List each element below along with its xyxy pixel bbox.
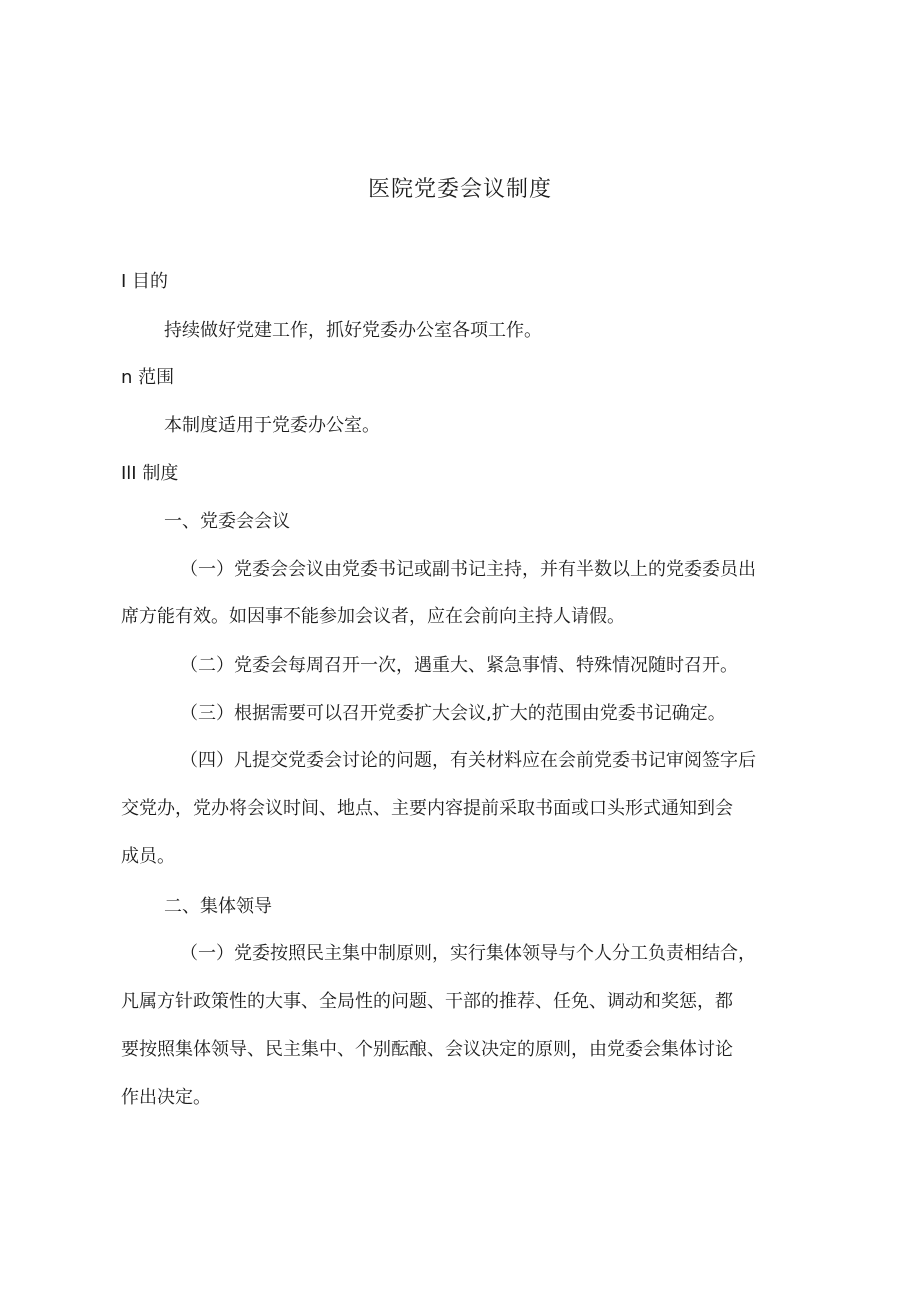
section-heading-purpose: I 目的 <box>121 271 169 292</box>
part-one-item-4-line-1: （四）凡提交党委会讨论的问题，有关材料应在会前党委书记审阅签字后 <box>180 750 756 771</box>
part-two-item-1-line-3: 要按照集体领导、民主集中、个别酝酿、会议决定的原则，由党委会集体讨论 <box>121 1039 733 1060</box>
part-two-item-1-line-1: （一）党委按照民主集中制原则，实行集体领导与个人分工负责相结合， <box>180 943 756 964</box>
part-one-heading: 一、党委会会议 <box>164 511 290 532</box>
purpose-text: 持续做好党建工作，抓好党委办公室各项工作。 <box>164 320 542 341</box>
scope-text: 本制度适用于党委办公室。 <box>164 415 380 436</box>
part-two-item-1-line-4: 作出决定。 <box>121 1087 211 1108</box>
part-two-heading: 二、集体领导 <box>164 896 272 917</box>
part-two-item-1-line-2: 凡属方针政策性的大事、全局性的问题、干部的推荐、任免、调动和奖惩，都 <box>121 991 733 1012</box>
section-heading-system: IlI 制度 <box>121 463 179 484</box>
document-title: 医院党委会议制度 <box>367 177 552 202</box>
part-one-item-1-line-1: （一）党委会会议由党委书记或副书记主持，并有半数以上的党委委员出 <box>180 559 756 580</box>
part-one-item-3: （三）根据需要可以召开党委扩大会议,扩大的范围由党委书记确定。 <box>180 703 726 724</box>
section-heading-scope: n 范围 <box>121 367 175 388</box>
part-one-item-2: （二）党委会每周召开一次，遇重大、紧急事情、特殊情况随时召开。 <box>180 655 738 676</box>
part-one-item-1-line-2: 席方能有效。如因事不能参加会议者，应在会前向主持人请假。 <box>121 606 625 627</box>
part-one-item-4-line-3: 成员。 <box>121 846 175 867</box>
part-one-item-4-line-2: 交党办，党办将会议时间、地点、主要内容提前采取书面或口头形式通知到会 <box>121 798 733 819</box>
